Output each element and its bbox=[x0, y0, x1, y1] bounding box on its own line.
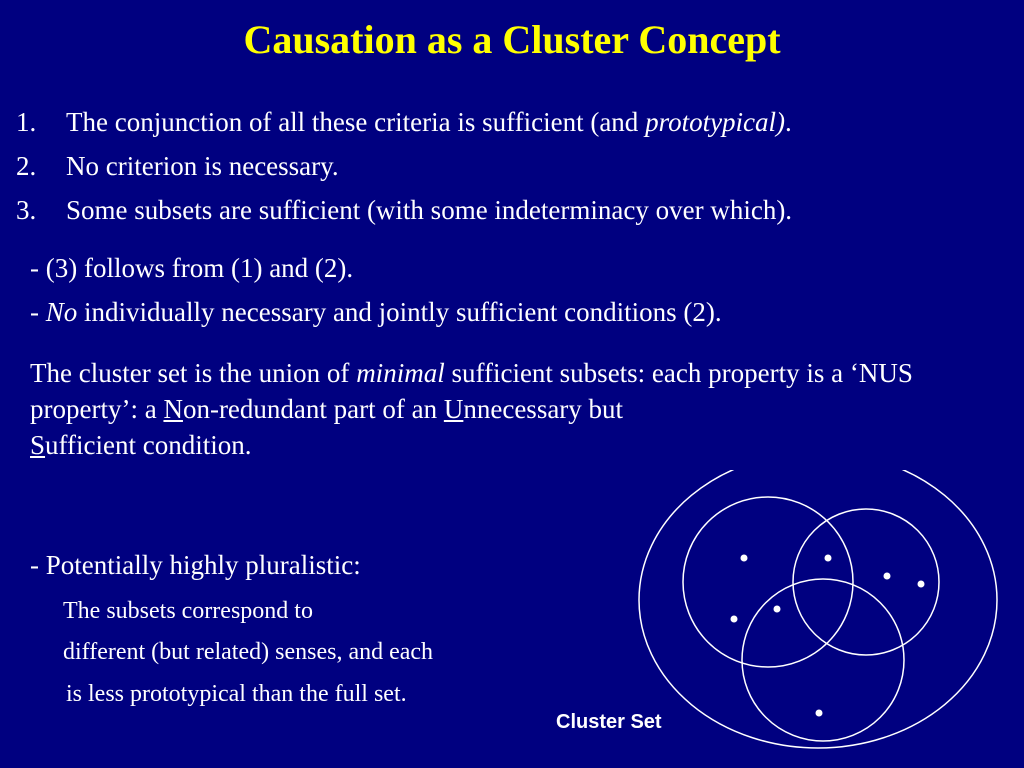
subset-circle-left bbox=[683, 497, 853, 667]
property-dot bbox=[741, 555, 748, 562]
paragraph-text: The cluster set is the union of bbox=[30, 358, 357, 388]
paragraph-text: on-redundant part of an bbox=[182, 394, 444, 424]
note-derivation: - (3) follows from (1) and (2). bbox=[30, 253, 354, 283]
pluralism-line-3: is less prototypical than the full set. bbox=[66, 681, 407, 707]
criteria-list bbox=[16, 100, 1016, 232]
property-dot bbox=[816, 710, 823, 717]
criterion-1 bbox=[16, 100, 1016, 144]
pluralism-heading: - Potentially highly pluralistic: bbox=[30, 550, 361, 580]
paragraph-emphasis: minimal bbox=[356, 358, 445, 388]
cluster-set-label: Cluster Set bbox=[556, 711, 662, 733]
cluster-set-ellipse bbox=[639, 470, 997, 748]
paragraph-text: sufficient subsets: each property is a ‘NUS property’: a bbox=[30, 358, 913, 424]
property-dot bbox=[731, 616, 738, 623]
criterion-2 bbox=[16, 144, 1016, 188]
criterion-number: 1. bbox=[16, 107, 37, 137]
pluralism-line-1: The subsets correspond to bbox=[63, 598, 313, 624]
property-dot bbox=[825, 555, 832, 562]
property-dot bbox=[774, 606, 781, 613]
criterion-number: 3. bbox=[16, 195, 37, 225]
note-emphasis: No bbox=[45, 297, 78, 327]
criterion-text: Some subsets are sufficient (with some indeterminacy over which). bbox=[66, 195, 793, 225]
cluster-venn-diagram bbox=[630, 470, 1010, 760]
underlined-letter: S bbox=[30, 430, 46, 460]
criterion-emphasis: prototypical) bbox=[645, 107, 786, 137]
criterion-number: 2. bbox=[16, 151, 37, 181]
subset-circle-bottom bbox=[742, 579, 904, 741]
paragraph-text: ufficient condition. bbox=[45, 430, 252, 460]
notes bbox=[30, 246, 1010, 334]
paragraph-text: nnecessary but bbox=[463, 394, 624, 424]
underlined-letter: U bbox=[443, 394, 464, 424]
subset-circle-right bbox=[793, 509, 939, 655]
underlined-letter: N bbox=[163, 394, 183, 424]
criterion-3 bbox=[16, 188, 1016, 232]
pluralism-line-2: different (but related) senses, and each bbox=[63, 639, 434, 665]
slide-title: Causation as a Cluster Concept bbox=[243, 17, 781, 62]
note-rest: individually necessary and jointly sufficient conditions (2). bbox=[77, 297, 722, 327]
note-no-conditions bbox=[30, 290, 1010, 334]
property-dot bbox=[918, 581, 925, 588]
property-dot bbox=[884, 573, 891, 580]
cluster-paragraph bbox=[30, 355, 1020, 463]
criterion-text: The conjunction of all these criteria is sufficient (and bbox=[66, 107, 646, 137]
criterion-end: . bbox=[785, 107, 792, 137]
note-prefix: - bbox=[30, 297, 46, 327]
criterion-text: No criterion is necessary. bbox=[66, 151, 339, 181]
